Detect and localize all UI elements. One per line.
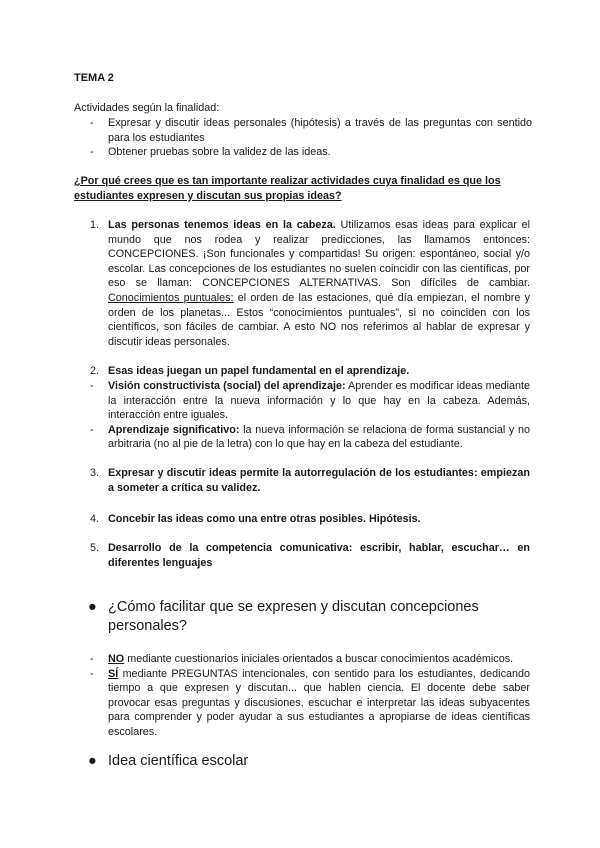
aim-text: Expresar y discutir ideas personales (hipótesis) a través de las preguntas con sentido para los estudiantes (108, 117, 532, 144)
aim-text: Obtener pruebas sobre la validez de las ideas. (108, 146, 331, 159)
reason-1 (90, 218, 530, 349)
section-heading (88, 752, 528, 771)
reason-1-heading: Las personas tenemos ideas en la cabeza. (108, 219, 336, 231)
dash-marker: - (90, 146, 94, 159)
no-label: NO (108, 653, 125, 665)
dash-marker: - (90, 380, 94, 392)
section-2-title: Idea científica escolar (108, 753, 249, 769)
section-heading (88, 598, 528, 636)
bullet-icon: ● (88, 753, 97, 769)
si-text: mediante PREGUNTAS intencionales, con sentido para los estudiantes, dedicando tiempo a que expresen y discutan... que hablen ciencia. El docente debe saber provocar esas preguntas y discusiones, escuchar e interpretar las ideas subyacentes para comprender y poder ayudar a sus estudiantes a apropiarse de ideas científicas escolares. (108, 667, 530, 738)
list-item (74, 379, 530, 423)
subitem-text: Aprender es modificar ideas mediante la interacción entre la nueva información y lo que hay en la cabeza. Además, interacción entre iguales. (108, 380, 531, 422)
item-number: 3. (90, 467, 100, 479)
list-item (74, 116, 532, 145)
intro-text: Actividades según la finalidad: (74, 102, 220, 114)
dash-marker: - (90, 667, 94, 680)
reason-5-text: Desarrollo de la competencia comunicativa: escribir, hablar, escuchar… en diferentes lenguajes (108, 542, 530, 569)
reason-3-text: Expresar y discutir ideas permite la autorregulación de los estudiantes: empiezan a someter a crítica su validez. (108, 467, 530, 494)
dash-marker: - (90, 117, 94, 129)
item-number: 4. (90, 513, 100, 525)
reason-4-text: Concebir las ideas como una entre otras posibles. Hipótesis. (108, 513, 421, 525)
subitem-heading: Visión constructivista (social) del aprendizaje: (108, 380, 346, 392)
reason-2-heading: Esas ideas juegan un papel fundamental en el aprendizaje. (108, 365, 410, 377)
list-item (74, 652, 530, 667)
aims-list (74, 116, 532, 160)
reason-2 (90, 364, 530, 379)
dash-marker: - (90, 423, 94, 436)
list-item (74, 423, 530, 452)
list-item (74, 667, 530, 740)
dash-marker: - (90, 653, 94, 665)
list-item (74, 145, 532, 160)
subitem-heading: Aprendizaje significativo: (108, 423, 240, 436)
reason-2-sublist (74, 379, 530, 452)
reason-1-rest: el orden de las estaciones, qué día empiezan, el nombre y orden de los planetas... Estos “conocimientos puntuales”, si no coinciden con los científicos, son fáciles de cambiar. A esto NO nos referimos al hablar de expresar y discutir ideas personales. (108, 291, 530, 348)
section-1-title: ¿Cómo facilitar que se expresen y discutan concepciones personales? (108, 599, 479, 634)
item-number: 5. (90, 542, 100, 554)
reason-1-underlined: Conocimientos puntuales: (108, 291, 234, 304)
reason-1-text: Utilizamos esas ideas para explicar el mundo que nos rodea y realizar predicciones, las llamamos entonces: CONCEPCIONES. ¡Son funcionales y compartidas! Su origen: espontáneo, social y/o escolar. Las concepciones de los estudiantes no suelen coincidir con las científicas, por eso se llaman: CONCEPCIONES ALTERNATIVAS. Son difíciles de cambiar. (108, 219, 530, 290)
bullet-icon: ● (88, 599, 97, 615)
reason-3 (90, 466, 530, 495)
reason-4 (90, 512, 530, 527)
si-label: SÍ (108, 667, 119, 680)
section-1-list (74, 652, 530, 740)
page-title: TEMA 2 (74, 72, 114, 84)
question-heading: ¿Por qué crees que es tan importante realizar actividades cuya finalidad es que los estudiantes expresen y discutan sus propias ideas? (74, 175, 501, 202)
item-number: 2. (90, 365, 100, 377)
subitem-text: la nueva información se relaciona de forma sustancial y no arbitraria (no al pie de la letra) con lo que hay en la cabeza del estudiante. (108, 423, 530, 451)
item-number: 1. (90, 219, 100, 231)
no-text: mediante cuestionarios iniciales orientados a buscar conocimientos académicos. (124, 653, 514, 665)
reason-5 (90, 541, 530, 570)
